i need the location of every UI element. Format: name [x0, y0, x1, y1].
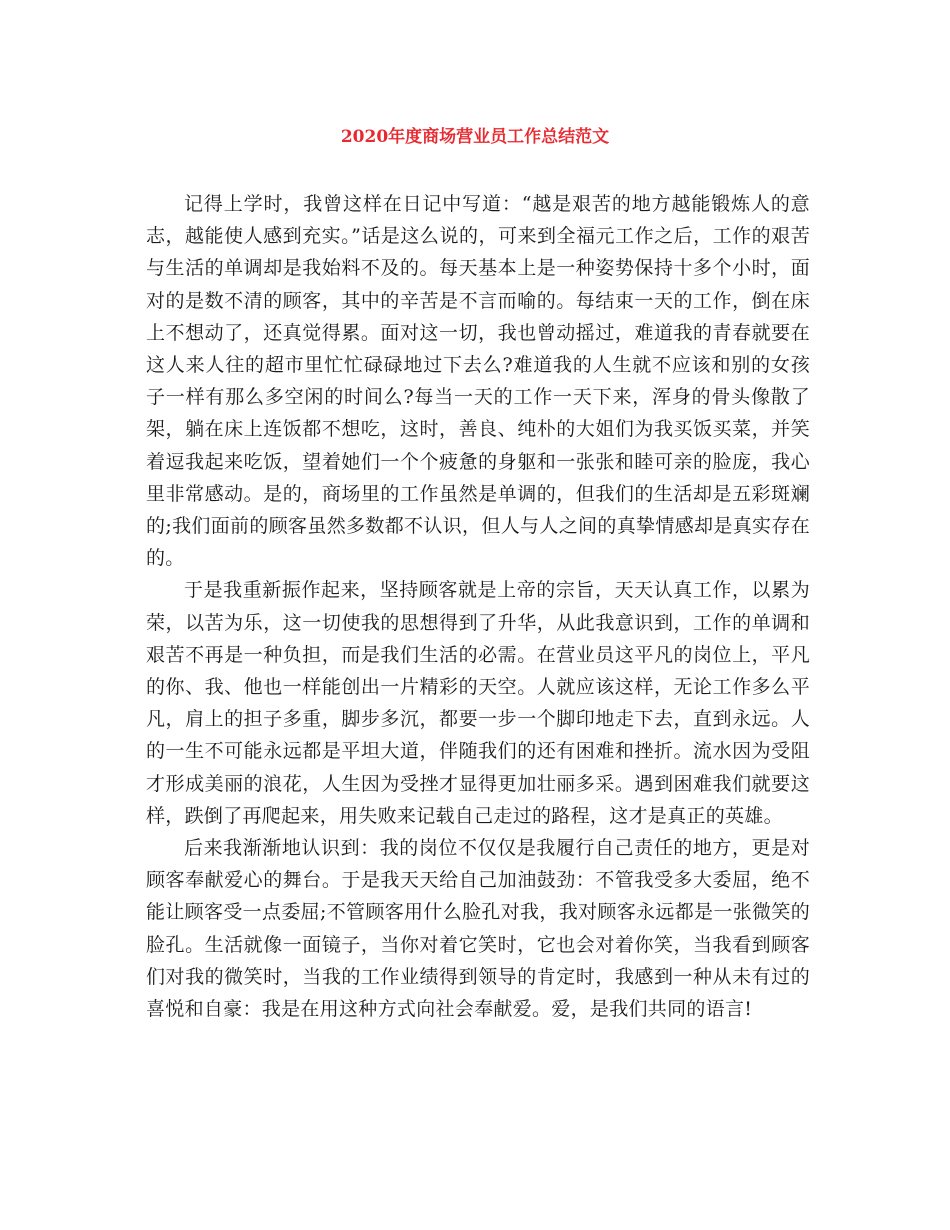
document-title: 2020年度商场营业员工作总结范文	[340, 127, 610, 147]
document-body	[146, 188, 810, 1025]
paragraph: 记得上学时，我曾这样在日记中写道：“越是艰苦的地方越能锻炼人的意志，越能使人感到充实。”话是这么说的，可来到全福元工作之后，工作的艰苦与生活的单调却是我始料不及的。每天基本上是一种姿势保持十多个小时，面对的是数不清的顾客，其中的辛苦是不言而喻的。每结束一天的工作，倒在床上不想动了，还真觉得累。面对这一切，我也曾动摇过，难道我的青春就要在这人来人往的超市里忙忙碌碌地过下去么?难道我的人生就不应该和别的女孩子一样有那么多空闲的时间么?每当一天的工作一天下来，浑身的骨头像散了架，躺在床上连饭都不想吃，这时，善良、纯朴的大姐们为我买饭买菜，并笑着逗我起来吃饭，望着她们一个个疲惫的身躯和一张张和睦可亲的脸庞，我心里非常感动。是的，商场里的工作虽然是单调的，但我们的生活却是五彩斑斓的;我们面前的顾客虽然多数都不认识，但人与人之间的真挚情感却是真实存在的。	[146, 193, 810, 570]
paragraph: 于是我重新振作起来，坚持顾客就是上帝的宗旨，天天认真工作，以累为荣，以苦为乐，这一切使我的思想得到了升华，从此我意识到，工作的单调和艰苦不再是一种负担，而是我们生活的必需。在营业员这平凡的岗位上，平凡的你、我、他也一样能创出一片精彩的天空。人就应该这样，无论工作多么平凡，肩上的担子多重，脚步多沉，都要一步一个脚印地走下去，直到永远。人的一生不可能永远都是平坦大道，伴随我们的还有困难和挫折。流水因为受阻才形成美丽的浪花，人生因为受挫才显得更加壮丽多采。遇到困难我们就要这样，跌倒了再爬起来，用失败来记载自己走过的路程，这才是真正的英雄。	[146, 579, 810, 827]
paragraph: 后来我渐渐地认识到：我的岗位不仅仅是我履行自己责任的地方，更是对顾客奉献爱心的舞台。于是我天天给自己加油鼓劲：不管我受多大委屈，绝不能让顾客受一点委屈;不管顾客用什么脸孔对我，我对顾客永远都是一张微笑的脸孔。生活就像一面镜子，当你对着它笑时，它也会对着你笑，当我看到顾客们对我的微笑时，当我的工作业绩得到领导的肯定时，我感到一种从未有过的喜悦和自豪：我是在用这种方式向社会奉献爱。爱，是我们共同的语言!	[146, 837, 810, 1021]
